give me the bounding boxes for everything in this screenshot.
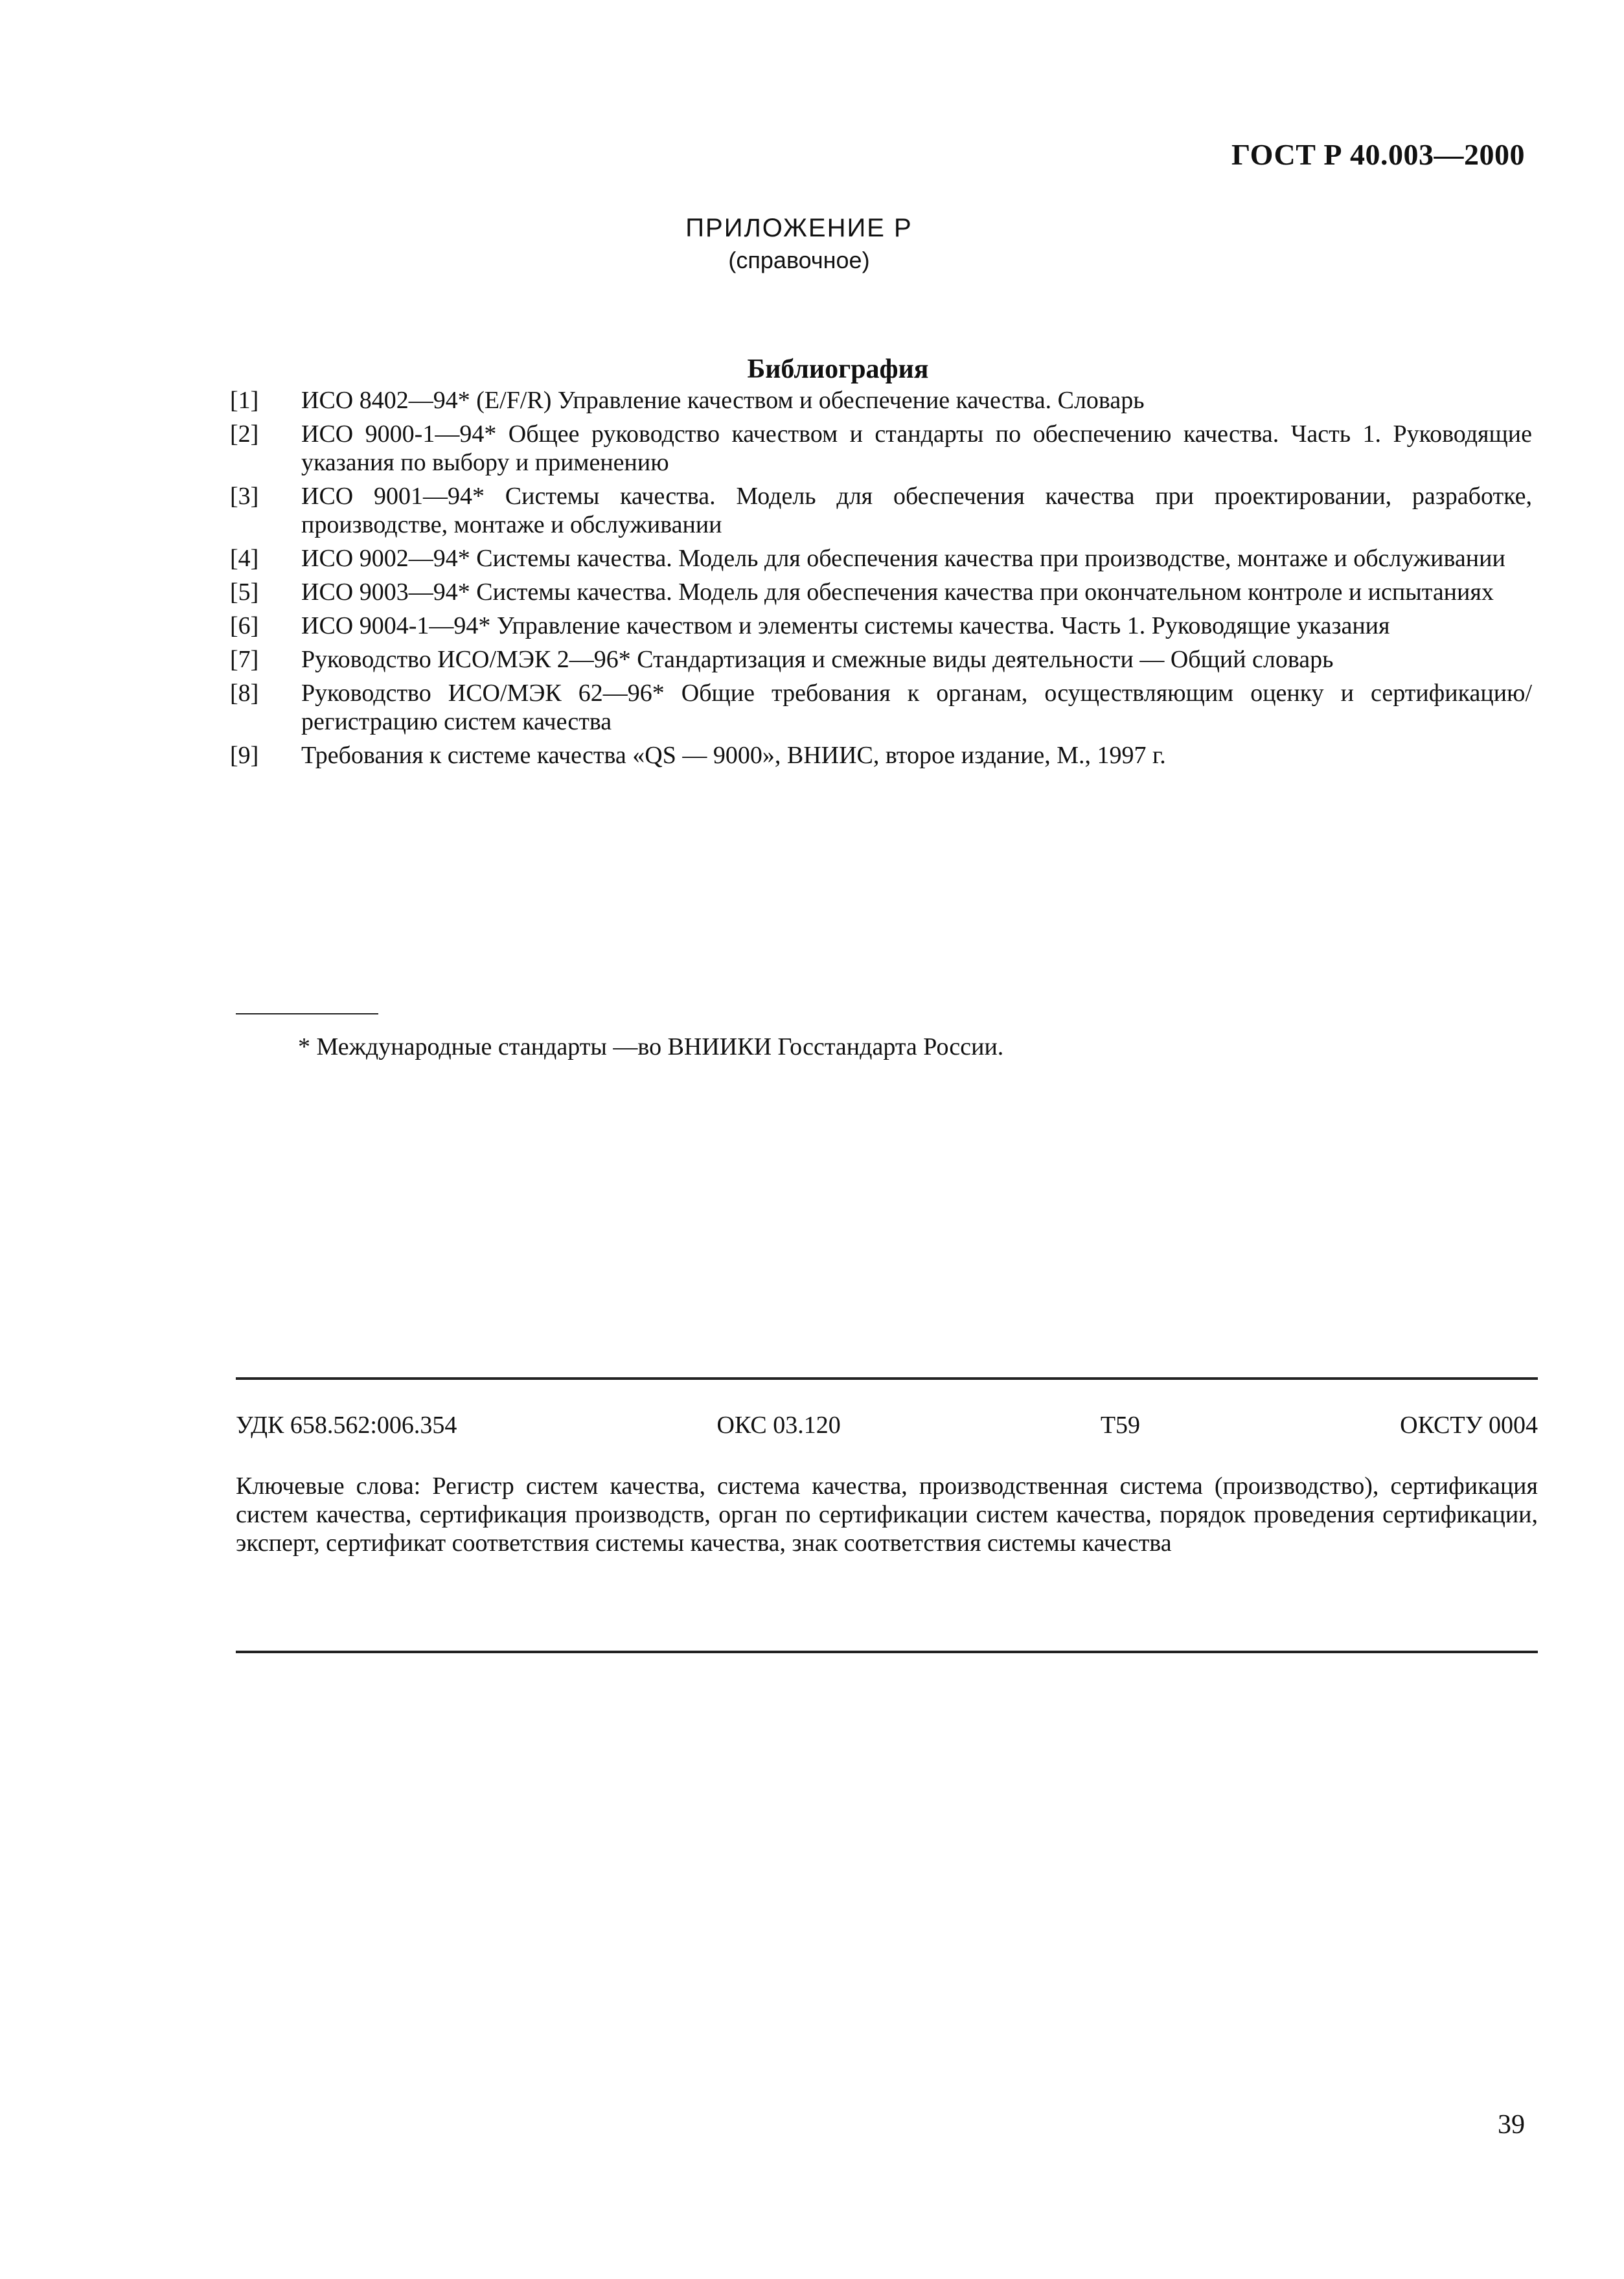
ref-text: Руководство ИСО/МЭК 62—96* Общие требования к органам, осуществляющим оценку и сертификацию/регистрацию систем качества [301,680,1532,735]
ref-text: ИСО 9003—94* Системы качества. Модель для обеспечения качества при окончательном контроле и испытаниях [301,578,1494,606]
bibliography-list [230,386,1532,775]
page-number: 39 [1498,2110,1525,2140]
footnote-divider [236,1013,378,1014]
ref-text: ИСО 9004-1—94* Управление качеством и элементы системы качества. Часть 1. Руководящие указания [301,612,1390,639]
ref-number: [5] [230,578,259,606]
bibliography-title: Библиография [747,354,929,384]
standard-code: ГОСТ Р 40.003—2000 [1231,138,1525,171]
bibliography-item [230,612,1532,640]
bibliography-item [230,420,1532,477]
ref-number: [6] [230,612,259,639]
bibliography-item [230,645,1532,674]
ref-text: Требования к системе качества «QS — 9000», ВНИИС, второе издание, М., 1997 г. [301,742,1166,769]
appendix-subtitle: (справочное) [728,247,870,273]
ref-number: [4] [230,545,259,572]
oks-code: ОКС 03.120 [716,1412,841,1439]
ref-text: ИСО 9000-1—94* Общее руководство качеством и стандарты по обеспечению качества. Часть 1. Руководящие указания по выбору и применению [301,420,1532,476]
ref-number: [1] [230,387,259,414]
ref-number: [7] [230,646,259,673]
ref-number: [8] [230,680,259,707]
bibliography-item [230,544,1532,573]
ref-text: ИСО 8402—94* (E/F/R) Управление качеством и обеспечение качества. Словарь [301,387,1145,414]
classifier-row [236,1411,1538,1439]
bottom-divider [236,1651,1538,1653]
bibliography-item [230,741,1532,770]
bibliography-item [230,679,1532,736]
bibliography-item [230,482,1532,539]
appendix-heading [0,214,1624,274]
top-divider [236,1377,1538,1380]
okstu-code: ОКСТУ 0004 [1400,1412,1538,1439]
ref-number: [2] [230,420,259,448]
appendix-title: ПРИЛОЖЕНИЕ Р [685,214,913,242]
udk-code: УДК 658.562:006.354 [236,1412,457,1439]
bibliography-item [230,386,1532,415]
ref-text: Руководство ИСО/МЭК 2—96* Стандартизация и смежные виды деятельности — Общий словарь [301,646,1334,673]
ref-text: ИСО 9002—94* Системы качества. Модель для обеспечения качества при производстве, монтаже и обслуживании [301,545,1505,572]
ref-number: [9] [230,742,259,769]
t-code: Т59 [1100,1412,1141,1439]
ref-text: ИСО 9001—94* Системы качества. Модель для обеспечения качества при проектировании, разработке, производстве, монтаже и обслуживании [301,483,1532,538]
bibliography-item [230,578,1532,606]
ref-number: [3] [230,483,259,510]
keywords: Ключевые слова: Регистр систем качества, система качества, производственная система (производство), сертификация систем качества, сертификация производств, орган по сертификации систем качества, порядок проведения сертификации, эксперт, сертификат соответствия системы качества, знак соответствия системы качества [236,1472,1538,1557]
footnote: * Международные стандарты —во ВНИИКИ Госстандарта России. [298,1033,1004,1060]
